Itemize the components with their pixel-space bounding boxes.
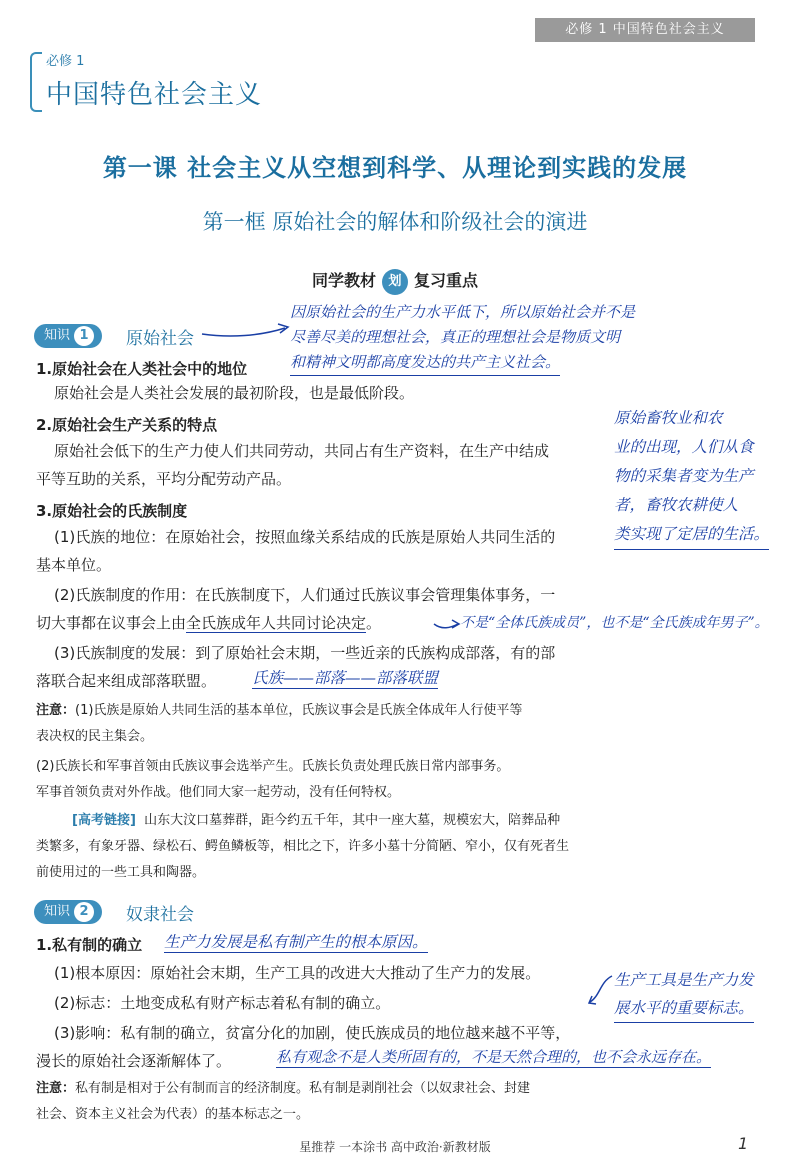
k1-para-4b: 切大事都在议事会上由全氏族成年人共同讨论决定。 [36,614,382,632]
knowledge-pill-2 [34,900,102,924]
volume-title: 中国特色社会主义 [46,80,263,110]
k1-heading-2: 2.原始社会生产关系的特点 [36,416,218,434]
annotation-arrow-2 [432,616,462,636]
k1-heading-3: 3.原始社会的氏族制度 [36,502,188,520]
k1-para-1: 原始社会是人类社会发展的最初阶段，也是最低阶段。 [54,384,415,402]
underlined-phrase: 全氏族成年人共同讨论决定 [186,614,367,632]
k1-note: 注意：(1)氏族是原始人共同生活的基本单位，氏族议事会是氏族全体成年人行使平等 表决权的民主集会。 (2)氏族长和军事首领由氏族议事会选举产生。氏族长负责处理氏族日常内部事务。 军事首领负责对外作战。他们同大家一起劳动，没有任何特权。 [36,703,523,800]
k2-note: 注意：私有制是相对于公有制而言的经济制度。私有制是剥削社会（以奴隶社会、封建 社会、资本主义社会为代表）的基本标志之一。 [36,1081,531,1122]
handwritten-note-6: 生产工具是生产力发 展水平的重要标志。 [614,966,754,1023]
k1-para-5a: (3)氏族制度的发展：到了原始社会末期，一些近亲的氏族构成部落，有的部 [54,644,556,662]
handwritten-note-5: 生产力发展是私有制产生的根本原因。 [164,930,428,953]
lesson-title: 第一课 社会主义从空想到科学、从理论到实践的发展 [102,154,688,182]
header-tab: 必修 1 中国特色社会主义 [535,18,755,42]
handwritten-note-2: 原始畜牧业和农 业的出现，人们从食 物的采集者变为生产 者，畜牧农耕使人 类实现了定居的生活。 [614,404,769,550]
exam-link: [高考链接] 山东大汶口墓葬群，距今约五千年，其中一座大墓，规模宏大，陪葬品种 类繁多，有象牙器、绿松石、鳄鱼鳞板等，相比之下，许多小墓十分简陋、窄小，仅有死者生 前使用过的一些工具和陶器。 [36,813,570,880]
frame-title: 第一框 原始社会的解体和阶级社会的演进 [202,210,588,234]
annotation-arrow-1 [200,318,300,348]
knowledge-pill-1 [34,324,102,348]
footer-text: 星推荐 一本涂书 高中政治·新教材版 [299,1140,491,1154]
volume-label: 必修 1 [46,54,85,69]
handwritten-note-1: 因原始社会的生产力水平低下，所以原始社会并不是 尽善尽美的理想社会，真正的理想社会是物质文明 和精神文明都高度发达的共产主义社会。 [290,300,635,376]
k1-para-5b: 落联合起来组成部落联盟。 [36,672,217,690]
section-banner [0,268,790,295]
banner-badge: 划 [382,269,408,295]
knowledge-title-1: 原始社会 [126,329,194,349]
annotation-arrow-3 [586,972,616,1012]
k1-para-2a: 原始社会低下的生产力使人们共同劳动，共同占有生产资料，在生产中结成 [54,442,550,460]
k1-para-2b: 平等互助的关系，平均分配劳动产品。 [36,470,292,488]
k2-para-2: (2)标志：土地变成私有财产标志着私有制的确立。 [54,994,391,1012]
knowledge-number: 1 [74,326,94,346]
k1-para-4a: (2)氏族制度的作用：在氏族制度下，人们通过氏族议事会管理集体事务，一 [54,586,556,604]
k2-para-1: (1)根本原因：原始社会末期，生产工具的改进大大推动了生产力的发展。 [54,964,541,982]
volume-bracket [30,52,42,112]
k2-para-3b: 漫长的原始社会逐渐解体了。 [36,1052,232,1070]
k1-para-3a: (1)氏族的地位：在原始社会，按照血缘关系结成的氏族是原始人共同生活的 [54,528,556,546]
exam-link-tag: [高考链接] [72,813,136,828]
knowledge-pill-label: 知识 [44,904,71,919]
handwritten-note-7: 私有观念不是人类所固有的，不是天然合理的，也不会永远存在。 [276,1048,712,1066]
knowledge-pill-label: 知识 [44,328,71,343]
k1-heading-1: 1.原始社会在人类社会中的地位 [36,360,248,378]
k2-heading-1: 1.私有制的确立 [36,936,143,954]
knowledge-number: 2 [74,902,94,922]
page-number: 1 [738,1134,749,1153]
handwritten-note-3: 不是“全体氏族成员”，也不是“全氏族成年男子”。 [460,615,769,631]
k1-para-3b: 基本单位。 [36,556,112,574]
knowledge-title-2: 奴隶社会 [126,905,194,925]
banner-left: 同学教材 [311,271,376,290]
banner-right: 复习重点 [414,271,479,290]
k2-para-3a: (3)影响：私有制的确立，贫富分化的加剧，使氏族成员的地位越来越不平等， [54,1024,571,1042]
handwritten-note-4: 氏族——部落——部落联盟 [252,666,438,689]
